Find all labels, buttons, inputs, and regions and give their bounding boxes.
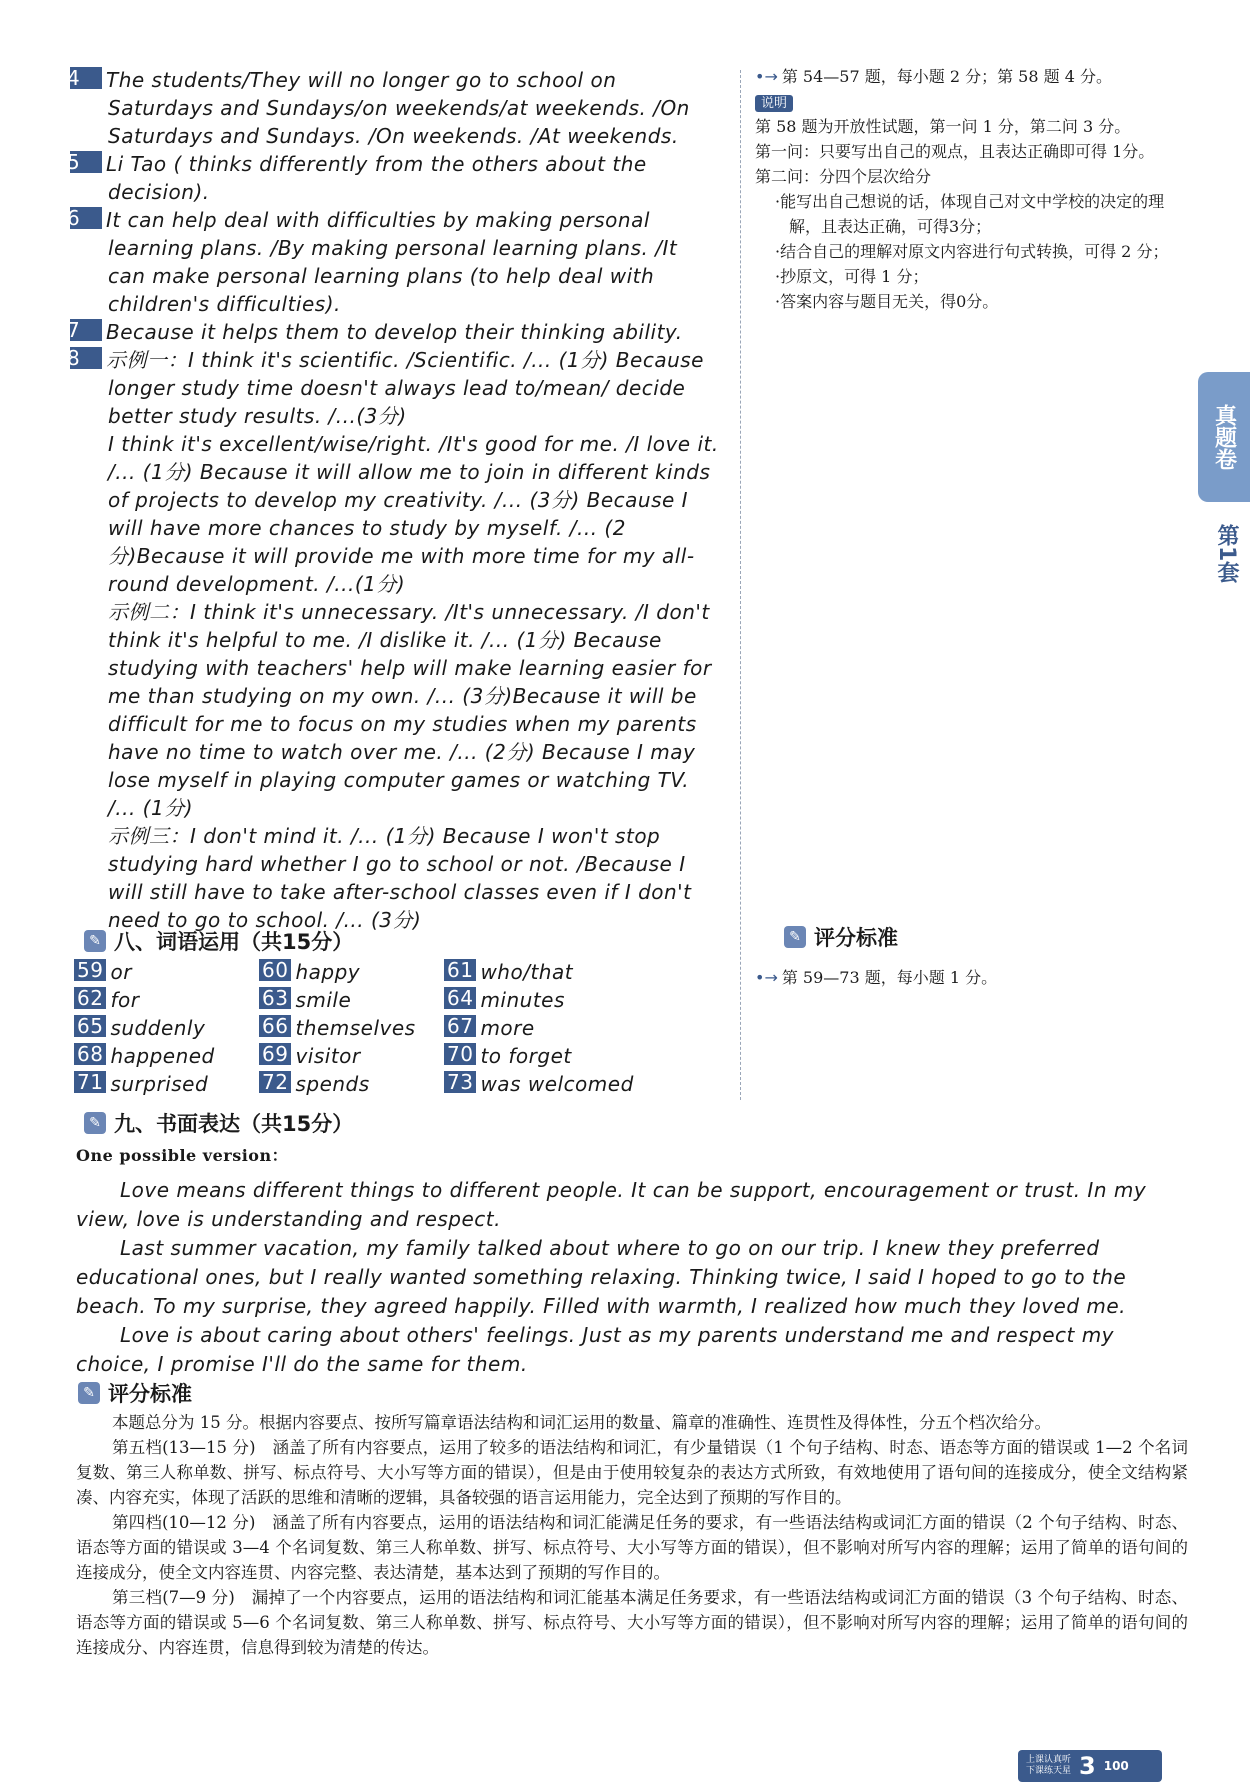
section-9-scoring-heading: ✎ 评分标准 [78,1378,192,1408]
model-essay [76,1141,1186,1379]
question-number: 58 [70,347,102,369]
essay-paragraph: Love means different things to different people. It can be support, encouragement or trust. In my view, love is understanding and respect. [76,1178,1147,1231]
pencil-note-icon: ✎ [784,926,806,948]
section-9-heading: ✎ 九、书面表达（共15分） [84,1108,353,1138]
answer-text: Li Tao ( thinks differently from the others about the decision). [106,152,647,204]
answer-58-example-2: 示例二：I think it's unnecessary. /It's unnecessary. /I don't think it's helpful to me. /I dislike it. /... (1分) Because studying with teachers' help will make learning easier for me than studying on my own. /... (3分)Because it will be difficult for me to focus on my studies when my parents have no time to watch over me. /... (2分) Because I may lose myself in playing computer games or watching TV. /... (1分) [108,600,712,820]
note-54-58: •→ 第 54—57 题，每小题 2 分；第 58 题 4 分。 [755,67,1112,86]
answer-text: Because it helps them to develop their thinking ability. [106,320,683,344]
answer-56 [53,206,720,318]
vocab-item: 63 smile [259,986,444,1014]
answer-55 [53,150,720,206]
footer-badge [1018,1750,1162,1782]
footer-slogan: 上课认真听 下课练天星 [1026,1755,1072,1776]
vocab-item: 66 themselves [259,1014,444,1042]
answer-57 [53,318,720,346]
explanation-badge: 说明 [755,95,793,112]
vocab-item: 65 suddenly [74,1014,259,1042]
rubric-paragraph: 第三档(7—9 分) 漏掉了一个内容要点，运用的语法结构和词汇能基本满足任务要求，有一些语法结构或词汇方面的错误（3 个句子结构、时态、语态等方面的错误或 5—6 个名词复数、第三人称单数、拼写、标点符号、大小写等方面的错误），但不影响对所写内容的理解；运用了简单的语句间的连接成分、内容连贯，信息得到较为清楚的传达。 [76,1588,1188,1657]
pencil-note-icon: ✎ [84,1112,106,1134]
scoring-notes [755,64,1195,314]
brand-logo: 100 [1103,1759,1129,1773]
essay-paragraph: Love is about caring about others' feelings. Just as my parents understand me and respect my choice, I promise I'll do the same for them. [76,1323,1115,1376]
page-number: 3 [1079,1752,1096,1780]
side-tab-label: 真题卷 [1198,372,1250,502]
vocab-item: 71 surprised [74,1070,259,1098]
answer-58 [53,346,720,430]
question-number: 55 [70,151,102,173]
question-number: 56 [70,207,102,229]
set-number: 第1套 [1214,524,1239,584]
essay-paragraph: Last summer vacation, my family talked about where to go on our trip. I knew they preferred educational ones, but I really wanted something relaxing. Thinking twice, I said I hoped to go to the beach. To my surprise, they agreed happily. Filled with warmth, I realized how much they loved me. [76,1236,1127,1318]
vocab-item: 69 visitor [259,1042,444,1070]
arrow-icon: •→ [755,67,778,86]
vocabulary-answers [74,958,674,1098]
answer-54 [53,66,720,150]
note-bullet: ·答案内容与题目无关，得0分。 [775,292,999,311]
answer-58-example-3: 示例三：I don't mind it. /... (1分) Because I won't stop studying hard whether I go to school or not. /Because I will still have to take after-school classes even if I don't need to go to school. /... (3分) [108,824,692,932]
note-line: 第 58 题为开放性试题，第一问 1 分，第二问 3 分。 [755,117,1131,136]
vocab-item: 61 who/that [444,958,674,986]
pencil-note-icon: ✎ [84,930,106,952]
note-bullet: ·抄原文，可得 1 分； [775,267,929,286]
vocab-item: 62 for [74,986,259,1014]
column-divider [740,70,741,1100]
note-bullet: ·结合自己的理解对原文内容进行句式转换，可得 2 分； [775,242,1169,261]
rubric-paragraph: 本题总分为 15 分。根据内容要点、按所写篇章语法结构和词汇运用的数量、篇章的准确性、连贯性及得体性，分五个档次给分。 [112,1413,1051,1432]
vocab-item: 70 to forget [444,1042,674,1070]
note-line: 第二问：分四个层次给分 [755,167,932,186]
answer-text: 示例一：I think it's scientific. /Scientific. /... (1分) Because longer study time doesn't always lead to/mean/ decide better study results. /...(3分) [106,348,704,428]
question-number: 57 [70,319,102,341]
vocab-item: 73 was welcomed [444,1070,674,1098]
answer-58-continued: I think it's excellent/wise/right. /It's good for me. /I love it. /... (1分) Because it will allow me to join in different kinds of projects to develop my creativity. /... (3分) Because I will have more chances to study by myself. /... (2分)Because it will provide me with more time for my all-round development. /...(1分) [108,432,719,596]
scoring-rubric [76,1410,1188,1660]
vocab-item: 60 happy [259,958,444,986]
section-8-scoring-note: •→ 第 59—73 题，每小题 1 分。 [755,968,998,987]
essay-label: One possible version： [76,1146,289,1165]
vocab-item: 67 more [444,1014,674,1042]
section-8-scoring-heading: ✎ 评分标准 [784,922,898,952]
rubric-paragraph: 第四档(10—12 分) 涵盖了所有内容要点，运用的语法结构和词汇能满足任务的要求，有一些语法结构或词汇方面的错误（2 个句子结构、时态、语态等方面的错误或 3—4 个名词复数、第三人称单数、拼写、标点符号、大小写等方面的错误），但不影响对所写内容的理解；运用了简单的语句间的连接成分，使全文内容连贯、内容完整、表达清楚，基本达到了预期的写作目的。 [76,1513,1188,1582]
note-line: 第一问：只要写出自己的观点，且表达正确即可得 1分。 [755,142,1155,161]
question-number: 54 [70,67,102,89]
pencil-note-icon: ✎ [78,1382,100,1404]
vocab-item: 59 or [74,958,259,986]
rubric-paragraph: 第五档(13—15 分) 涵盖了所有内容要点，运用了较多的语法结构和词汇，有少量错误（1 个句子结构、时态、语态等方面的错误或 1—2 个名词复数、第三人称单数、拼写、标点符号、大小写等方面的错误），但是由于使用较复杂的表达方式所致，有效地使用了语句间的连接成分，使全文结构紧凑、内容充实，体现了活跃的思维和清晰的逻辑，具备较强的语言运用能力，完全达到了预期的写作目的。 [76,1438,1188,1507]
answer-text: The students/They will no longer go to school on Saturdays and Sundays/on weekends/at weekends. /On Saturdays and Sundays. /On weekends. /At weekends. [106,68,690,148]
vocab-item: 68 happened [74,1042,259,1070]
answer-list [53,66,720,934]
vocab-item: 64 minutes [444,986,674,1014]
vocab-item: 72 spends [259,1070,444,1098]
arrow-icon: •→ [755,968,778,987]
note-bullet: ·能写出自己想说的话，体现自己对文中学校的决定的理解，且表达正确，可得3分； [775,192,1165,236]
section-8-heading: ✎ 八、词语运用（共15分） [84,926,353,956]
answer-text: It can help deal with difficulties by making personal learning plans. /By making personal learning plans. /It can make personal learning plans (to help deal with children's difficulties). [106,208,678,316]
